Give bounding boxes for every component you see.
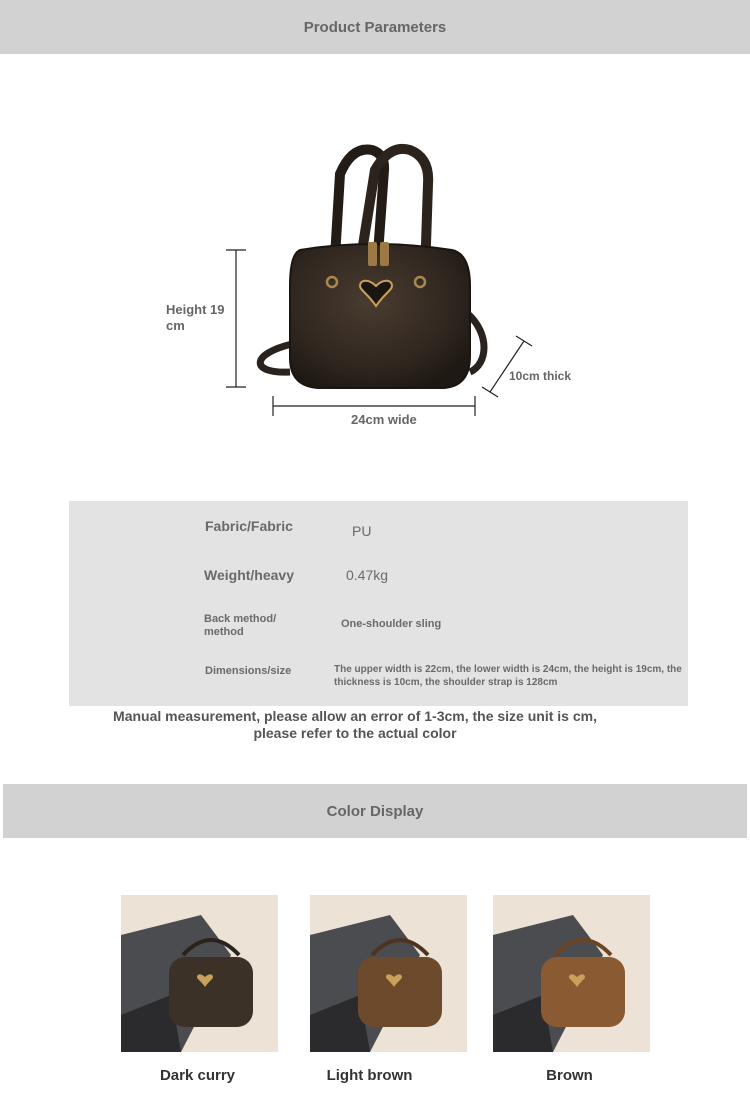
product-image: [0, 54, 750, 474]
parameters-table: [69, 501, 688, 706]
product-parameters-title: Product Parameters: [303, 18, 447, 36]
color-swatch-dark-curry[interactable]: [121, 895, 278, 1052]
width-label: 24cm wide: [351, 412, 417, 427]
color-name-dark-curry: Dark curry: [159, 1067, 236, 1084]
measurement-note: Manual measurement, please allow an error of 1-3cm, the size unit is cm, please refer to the actual color: [113, 708, 597, 741]
color-name-brown: Brown: [546, 1067, 593, 1084]
product-parameters-banner: [0, 0, 750, 54]
color-swatch-brown[interactable]: [493, 895, 650, 1052]
bag-photo-light-brown: [310, 895, 467, 1052]
param-value-weight: 0.47kg: [346, 567, 389, 583]
color-swatch-light-brown[interactable]: [310, 895, 467, 1052]
color-name-light-brown: Light brown: [326, 1067, 413, 1084]
color-display-title: Color Display: [326, 802, 424, 820]
thickness-label: 10cm thick: [509, 369, 572, 383]
bag-photo-brown: [493, 895, 650, 1052]
param-label-dimensions: Dimensions/size: [205, 665, 292, 677]
height-label: Height 19 cm: [166, 302, 225, 333]
color-display-banner: [3, 784, 747, 838]
param-value-fabric: PU: [352, 523, 372, 539]
bag-photo-dark-curry: [121, 895, 278, 1052]
param-label-fabric: Fabric/Fabric: [205, 518, 293, 534]
param-value-dimensions: The upper width is 22cm, the lower width is 24cm, the height is 19cm, the thickness is 10cm, the shoulder strap is 128cm: [334, 664, 682, 688]
param-label-back-method: Back method/ method: [204, 613, 277, 638]
param-label-weight: Weight/heavy: [204, 567, 294, 583]
param-value-back-method: One-shoulder sling: [341, 618, 442, 630]
